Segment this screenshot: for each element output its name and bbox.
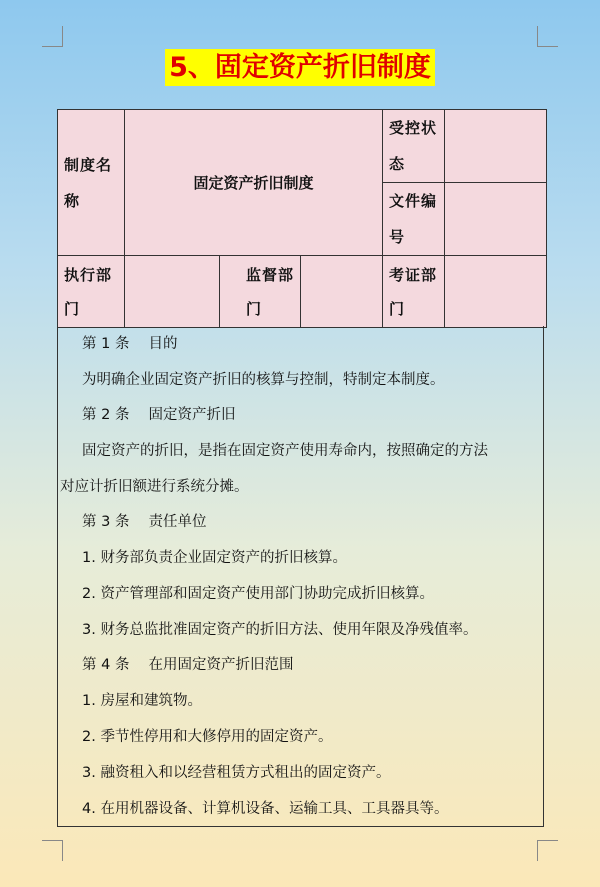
- exec-dept-label: 执行部门: [58, 256, 125, 328]
- assess-dept-value: [445, 256, 547, 328]
- file-number-value: [445, 183, 547, 256]
- crop-mark-bottom-right: [537, 840, 558, 861]
- control-status-label: 受控状态: [383, 110, 445, 183]
- exec-dept-value: [125, 256, 220, 328]
- file-number-label: 文件编号: [383, 183, 445, 256]
- document-title: 5、固定资产折旧制度: [165, 49, 435, 86]
- article-4-title: 第 4 条 在用固定资产折旧范围: [82, 657, 294, 673]
- article-2-text-line2: 对应计折旧额进行系统分摊。: [60, 479, 249, 495]
- article-3-item-3: 3. 财务总监批准固定资产的折旧方法、使用年限及净残值率。: [82, 622, 478, 638]
- article-2-title: 第 2 条 固定资产折旧: [82, 407, 236, 423]
- article-4-item-4: 4. 在用机器设备、计算机设备、运输工具、工具器具等。: [82, 801, 449, 817]
- content-box: [57, 326, 544, 827]
- article-4-item-1: 1. 房屋和建筑物。: [82, 693, 202, 709]
- name-value: 固定资产折旧制度: [125, 110, 383, 256]
- article-4-item-2: 2. 季节性停用和大修停用的固定资产。: [82, 729, 333, 745]
- article-1-text: 为明确企业固定资产折旧的核算与控制，特制定本制度。: [82, 372, 445, 388]
- article-3-item-1: 1. 财务部负责企业固定资产的折旧核算。: [82, 550, 347, 566]
- title-wrap: [0, 49, 600, 86]
- article-2-text-line1: 固定资产的折旧，是指在固定资产使用寿命内，按照确定的方法: [82, 443, 488, 459]
- name-label: 制度名称: [58, 110, 125, 256]
- control-status-value: [445, 110, 547, 183]
- supervise-dept-label: 监督部门: [220, 256, 301, 328]
- assess-dept-label: 考证部门: [383, 256, 445, 328]
- article-1-title: 第 1 条 目的: [82, 336, 178, 352]
- crop-mark-top-right: [537, 26, 558, 47]
- supervise-dept-value: [301, 256, 383, 328]
- header-table: [57, 109, 547, 328]
- article-4-item-3: 3. 融资租入和以经营租赁方式租出的固定资产。: [82, 765, 391, 781]
- article-3-title: 第 3 条 责任单位: [82, 514, 207, 530]
- article-3-item-2: 2. 资产管理部和固定资产使用部门协助完成折旧核算。: [82, 586, 434, 602]
- crop-mark-top-left: [42, 26, 63, 47]
- crop-mark-bottom-left: [42, 840, 63, 861]
